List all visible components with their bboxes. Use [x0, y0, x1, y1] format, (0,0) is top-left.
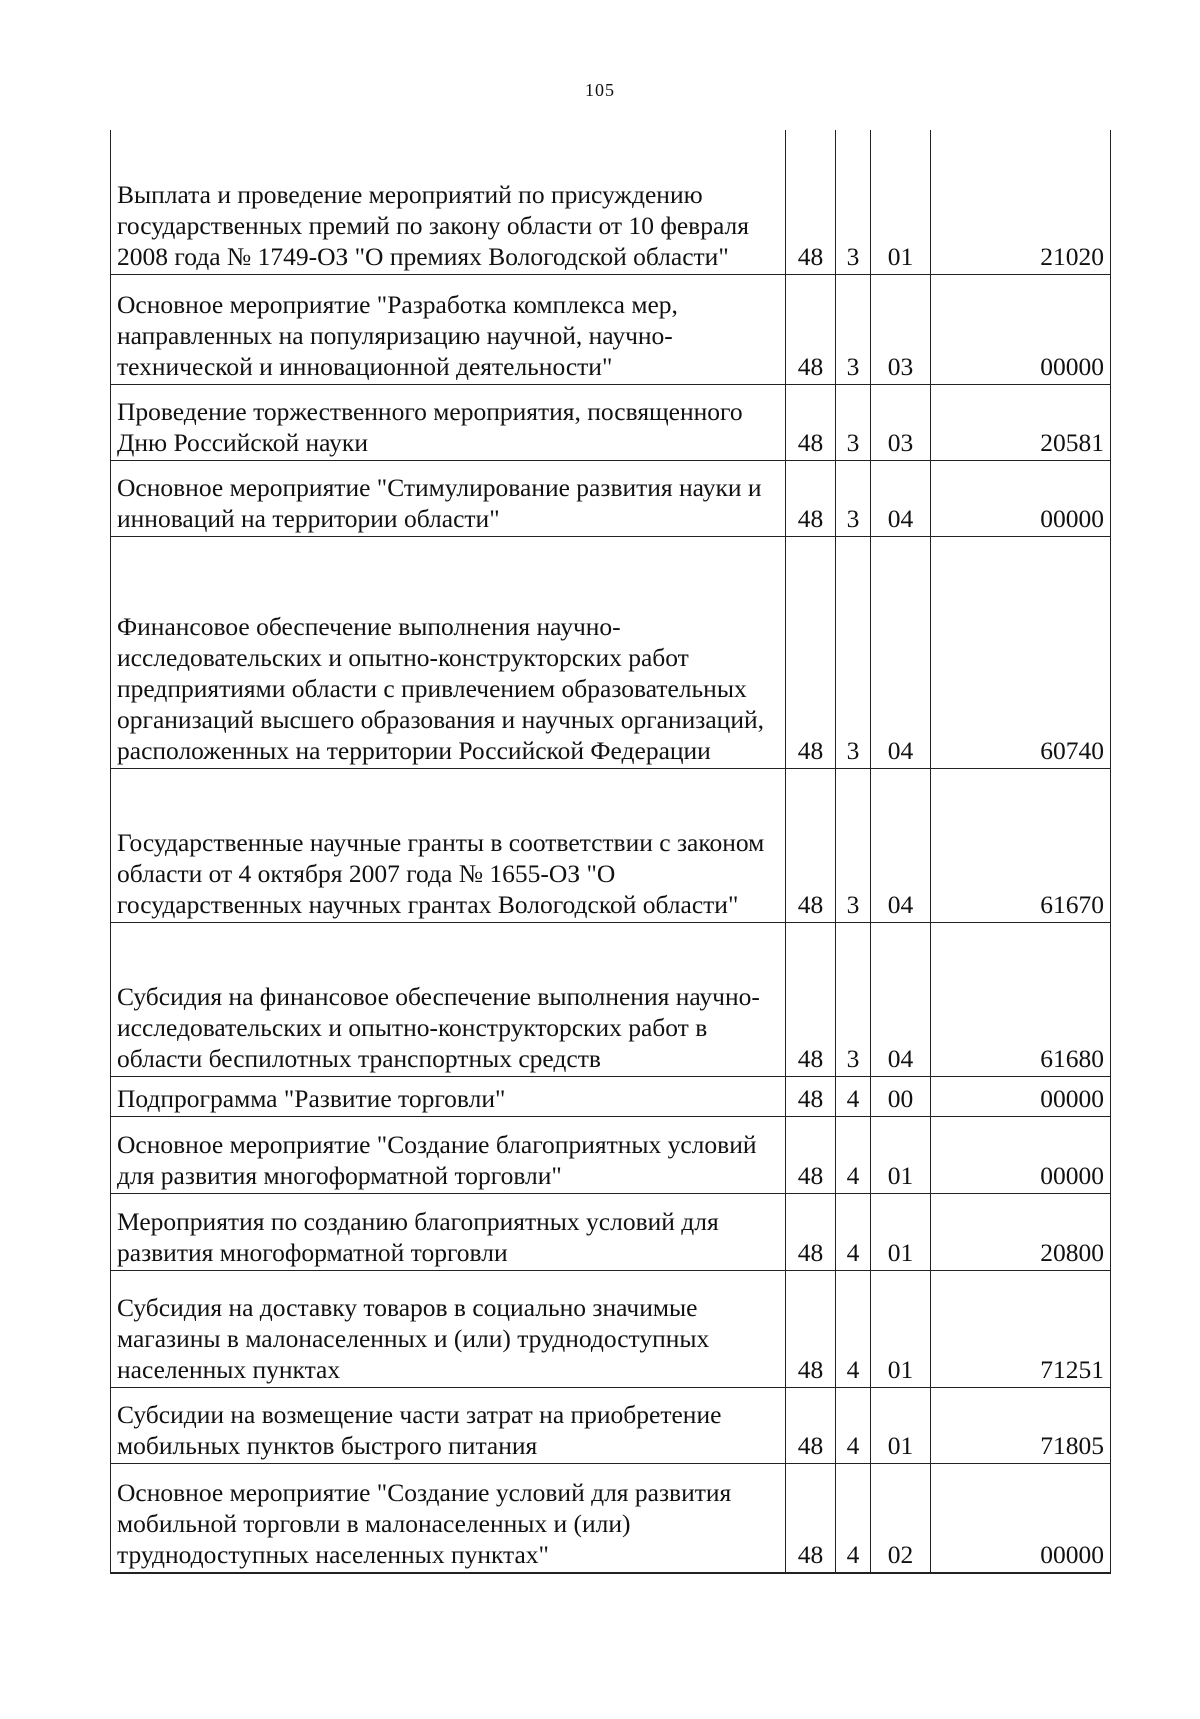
ministry-code: 48 [786, 1387, 836, 1463]
row-name: Основное мероприятие "Создание благоприятных условий для развития многоформатной торговли" [111, 1116, 786, 1193]
row-name: Основное мероприятие "Разработка комплекса мер, направленных на популяризацию научной, научно-технической и инновационной деятельности" [111, 274, 786, 384]
direction-code: 61670 [931, 768, 1111, 922]
direction-code: 00000 [931, 1463, 1111, 1573]
table-row [111, 274, 1111, 384]
row-name: Подпрограмма "Развитие торговли" [111, 1076, 786, 1116]
direction-code: 00000 [931, 1116, 1111, 1193]
event-code: 04 [871, 922, 931, 1076]
direction-code: 00000 [931, 1076, 1111, 1116]
row-name: Проведение торжественного мероприятия, посвященного Дню Российской науки [111, 384, 786, 460]
table-row [111, 922, 1111, 1076]
row-name: Выплата и проведение мероприятий по присуждению государственных премий по закону области от 10 февраля 2008 года № 1749-ОЗ "О премиях Вологодской области" [111, 130, 786, 274]
subprogram-code: 4 [836, 1387, 871, 1463]
row-name: Субсидия на доставку товаров в социально значимые магазины в малонаселенных и (или) труднодоступных населенных пунктах [111, 1270, 786, 1387]
direction-code: 71805 [931, 1387, 1111, 1463]
ministry-code: 48 [786, 1193, 836, 1270]
event-code: 03 [871, 274, 931, 384]
row-name: Мероприятия по созданию благоприятных условий для развития многоформатной торговли [111, 1193, 786, 1270]
table-row [111, 768, 1111, 922]
row-name: Основное мероприятие "Стимулирование развития науки и инноваций на территории области" [111, 460, 786, 536]
ministry-code: 48 [786, 536, 836, 768]
ministry-code: 48 [786, 1076, 836, 1116]
subprogram-code: 3 [836, 460, 871, 536]
row-name: Государственные научные гранты в соответствии с законом области от 4 октября 2007 года № 1655-ОЗ "О государственных научных грантах Вологодской области" [111, 768, 786, 922]
event-code: 03 [871, 384, 931, 460]
direction-code: 00000 [931, 460, 1111, 536]
event-code: 01 [871, 1387, 931, 1463]
event-code: 04 [871, 460, 931, 536]
row-name: Финансовое обеспечение выполнения научно-исследовательских и опытно-конструкторских работ предприятиями области с привлечением образовательных организаций высшего образования и научных организаций, расположенных на территории Российской Федерации [111, 536, 786, 768]
table-row [111, 1076, 1111, 1116]
table-row [111, 1270, 1111, 1387]
subprogram-code: 3 [836, 384, 871, 460]
subprogram-code: 3 [836, 536, 871, 768]
table-row [111, 536, 1111, 768]
row-name: Субсидия на финансовое обеспечение выполнения научно-исследовательских и опытно-конструкторских работ в области беспилотных транспортных средств [111, 922, 786, 1076]
subprogram-code: 4 [836, 1463, 871, 1573]
direction-code: 61680 [931, 922, 1111, 1076]
subprogram-code: 3 [836, 130, 871, 274]
subprogram-code: 4 [836, 1193, 871, 1270]
direction-code: 00000 [931, 274, 1111, 384]
subprogram-code: 3 [836, 274, 871, 384]
ministry-code: 48 [786, 130, 836, 274]
direction-code: 20800 [931, 1193, 1111, 1270]
event-code: 04 [871, 536, 931, 768]
row-name: Основное мероприятие "Создание условий для развития мобильной торговли в малонаселенных и (или) труднодоступных населенных пунктах" [111, 1463, 786, 1573]
table-row [111, 1387, 1111, 1463]
ministry-code: 48 [786, 1270, 836, 1387]
subprogram-code: 4 [836, 1076, 871, 1116]
ministry-code: 48 [786, 1463, 836, 1573]
event-code: 02 [871, 1463, 931, 1573]
row-name: Субсидии на возмещение части затрат на приобретение мобильных пунктов быстрого питания [111, 1387, 786, 1463]
event-code: 01 [871, 1193, 931, 1270]
table-row [111, 1463, 1111, 1573]
event-code: 01 [871, 130, 931, 274]
table-row [111, 1116, 1111, 1193]
event-code: 04 [871, 768, 931, 922]
subprogram-code: 4 [836, 1116, 871, 1193]
event-code: 00 [871, 1076, 931, 1116]
table-row [111, 384, 1111, 460]
ministry-code: 48 [786, 768, 836, 922]
ministry-code: 48 [786, 1116, 836, 1193]
direction-code: 60740 [931, 536, 1111, 768]
ministry-code: 48 [786, 922, 836, 1076]
subprogram-code: 4 [836, 1270, 871, 1387]
ministry-code: 48 [786, 384, 836, 460]
table-row [111, 460, 1111, 536]
table-row [111, 1193, 1111, 1270]
ministry-code: 48 [786, 460, 836, 536]
budget-classification-table [110, 130, 1111, 1574]
event-code: 01 [871, 1116, 931, 1193]
ministry-code: 48 [786, 274, 836, 384]
subprogram-code: 3 [836, 922, 871, 1076]
table-row [111, 130, 1111, 274]
direction-code: 20581 [931, 384, 1111, 460]
direction-code: 71251 [931, 1270, 1111, 1387]
direction-code: 21020 [931, 130, 1111, 274]
subprogram-code: 3 [836, 768, 871, 922]
page-number: 105 [585, 80, 615, 100]
event-code: 01 [871, 1270, 931, 1387]
